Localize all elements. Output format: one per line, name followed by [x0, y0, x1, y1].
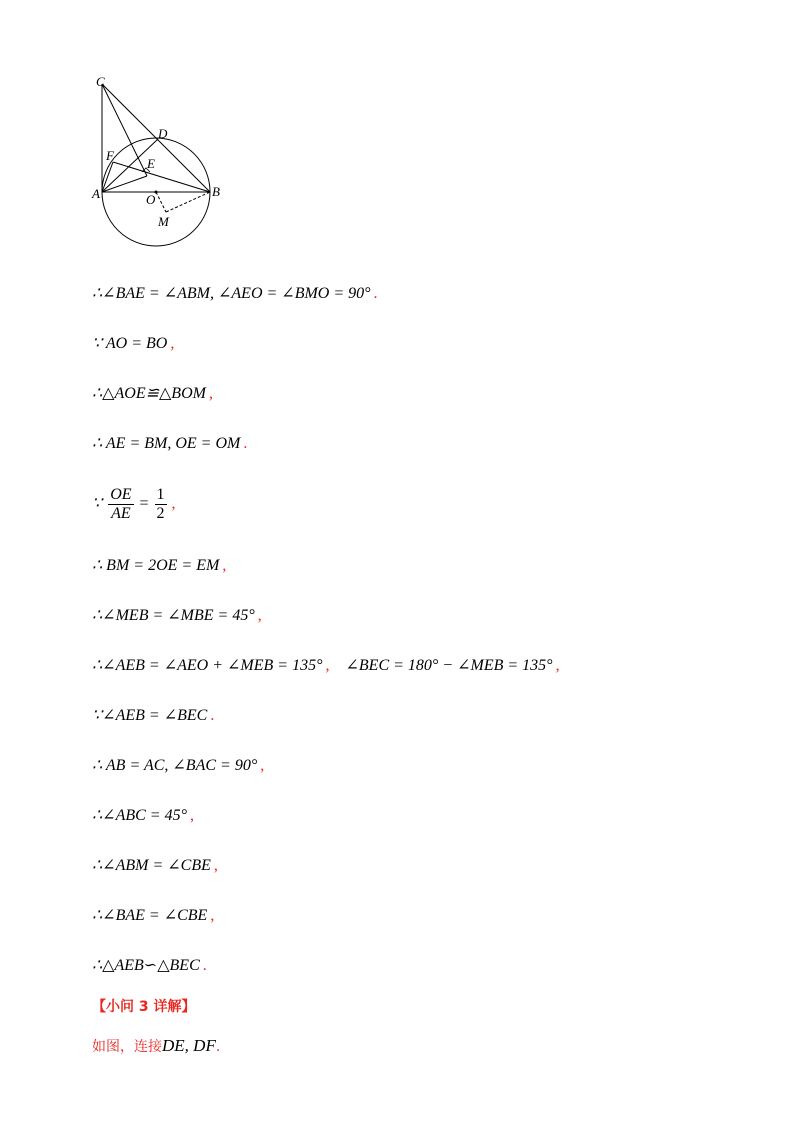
proof-line-11: ∴∠ABC = 45° ,: [92, 807, 194, 824]
proof-line-13: ∴∠BAE = ∠CBE ,: [92, 907, 215, 924]
proof-line-8: ∴∠AEB = ∠AEO + ∠MEB = 135° , ∠BEC = 180° − ∠MEB = 135° ,: [92, 657, 560, 674]
proof-line-4: ∴ AE = BM, OE = OM .: [92, 435, 248, 452]
label-e: E: [147, 156, 155, 171]
proof-line-7: ∴∠MEB = ∠MBE = 45° ,: [92, 607, 262, 624]
proof-line-1: ∴∠BAE = ∠ABM, ∠AEO = ∠BMO = 90° .: [92, 285, 378, 302]
label-m: M: [158, 214, 169, 229]
segment-mb: [166, 192, 210, 212]
label-a: A: [92, 186, 100, 201]
proof-line-10: ∴ AB = AC, ∠BAC = 90° ,: [92, 757, 265, 774]
proof-line-6: ∴ BM = 2OE = EM ,: [92, 557, 227, 574]
proof-line-12: ∴∠ABM = ∠CBE ,: [92, 857, 218, 874]
fraction-one-half: $\frac{1}{2}$: [156, 486, 165, 522]
segment-ae: [102, 176, 147, 192]
proof-line-5: ∵ $\frac{OE}{AE}$ = $\frac{1}{2}$ ,: [92, 486, 176, 522]
label-c: C: [96, 74, 105, 89]
proof-line-14: ∴△AEB∽△BEC .: [92, 957, 207, 974]
label-d: D: [158, 126, 168, 141]
connect-instruction: 如图，连接DE, DF.: [92, 1036, 221, 1055]
segment-om: [156, 192, 166, 212]
proof-line-2: ∵ AO = BO ,: [92, 335, 175, 352]
section-heading: 【小问 3 详解】: [92, 999, 196, 1015]
label-o: O: [146, 192, 156, 207]
fraction-oe-ae: $\frac{OE}{AE}$: [110, 486, 132, 522]
geometry-figure: [84, 72, 244, 252]
label-b: B: [212, 184, 220, 199]
proof-line-3: ∴△AOE≌△BOM ,: [92, 385, 213, 402]
label-f: F: [106, 148, 114, 163]
proof-line-9: ∵∠AEB = ∠BEC .: [92, 707, 215, 724]
